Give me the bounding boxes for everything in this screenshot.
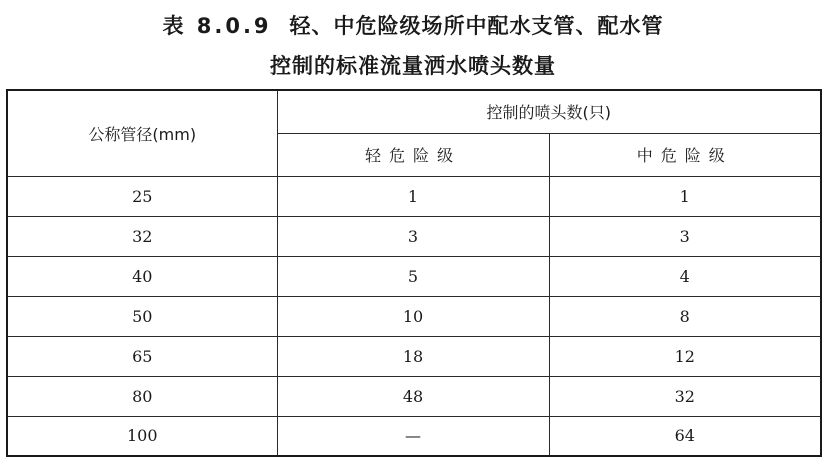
table-title-line1: 轻、中危险级场所中配水支管、配水管 <box>289 14 664 38</box>
table-row <box>7 416 821 456</box>
cell-light: — <box>277 416 549 456</box>
table-row <box>7 336 821 376</box>
table-row <box>7 256 821 296</box>
cell-diameter: 32 <box>7 216 277 256</box>
table-title <box>0 10 826 40</box>
table-title-line2: 控制的标准流量洒水喷头数量 <box>270 54 556 78</box>
cell-diameter: 50 <box>7 296 277 336</box>
table-row <box>7 376 821 416</box>
table-row <box>7 296 821 336</box>
cell-light: 1 <box>277 176 549 216</box>
cell-medium: 1 <box>549 176 821 216</box>
cell-light: 3 <box>277 216 549 256</box>
cell-diameter: 100 <box>7 416 277 456</box>
cell-medium: 8 <box>549 296 821 336</box>
cell-light: 48 <box>277 376 549 416</box>
header-nominal-diameter: 公称管径(mm) <box>7 90 277 176</box>
cell-light: 5 <box>277 256 549 296</box>
cell-light: 10 <box>277 296 549 336</box>
header-sprinkler-count: 控制的喷头数(只) <box>277 90 821 133</box>
cell-diameter: 40 <box>7 256 277 296</box>
cell-medium: 3 <box>549 216 821 256</box>
cell-diameter: 65 <box>7 336 277 376</box>
cell-diameter: 80 <box>7 376 277 416</box>
header-light-hazard: 轻危险级 <box>277 133 549 176</box>
sprinkler-table <box>6 89 822 457</box>
table-row <box>7 176 821 216</box>
cell-light: 18 <box>277 336 549 376</box>
table-number: 表 8.0.9 <box>162 14 272 38</box>
table-row <box>7 216 821 256</box>
header-row-1 <box>7 90 821 133</box>
cell-medium: 12 <box>549 336 821 376</box>
cell-diameter: 25 <box>7 176 277 216</box>
cell-medium: 64 <box>549 416 821 456</box>
cell-medium: 32 <box>549 376 821 416</box>
cell-medium: 4 <box>549 256 821 296</box>
header-medium-hazard: 中危险级 <box>549 133 821 176</box>
